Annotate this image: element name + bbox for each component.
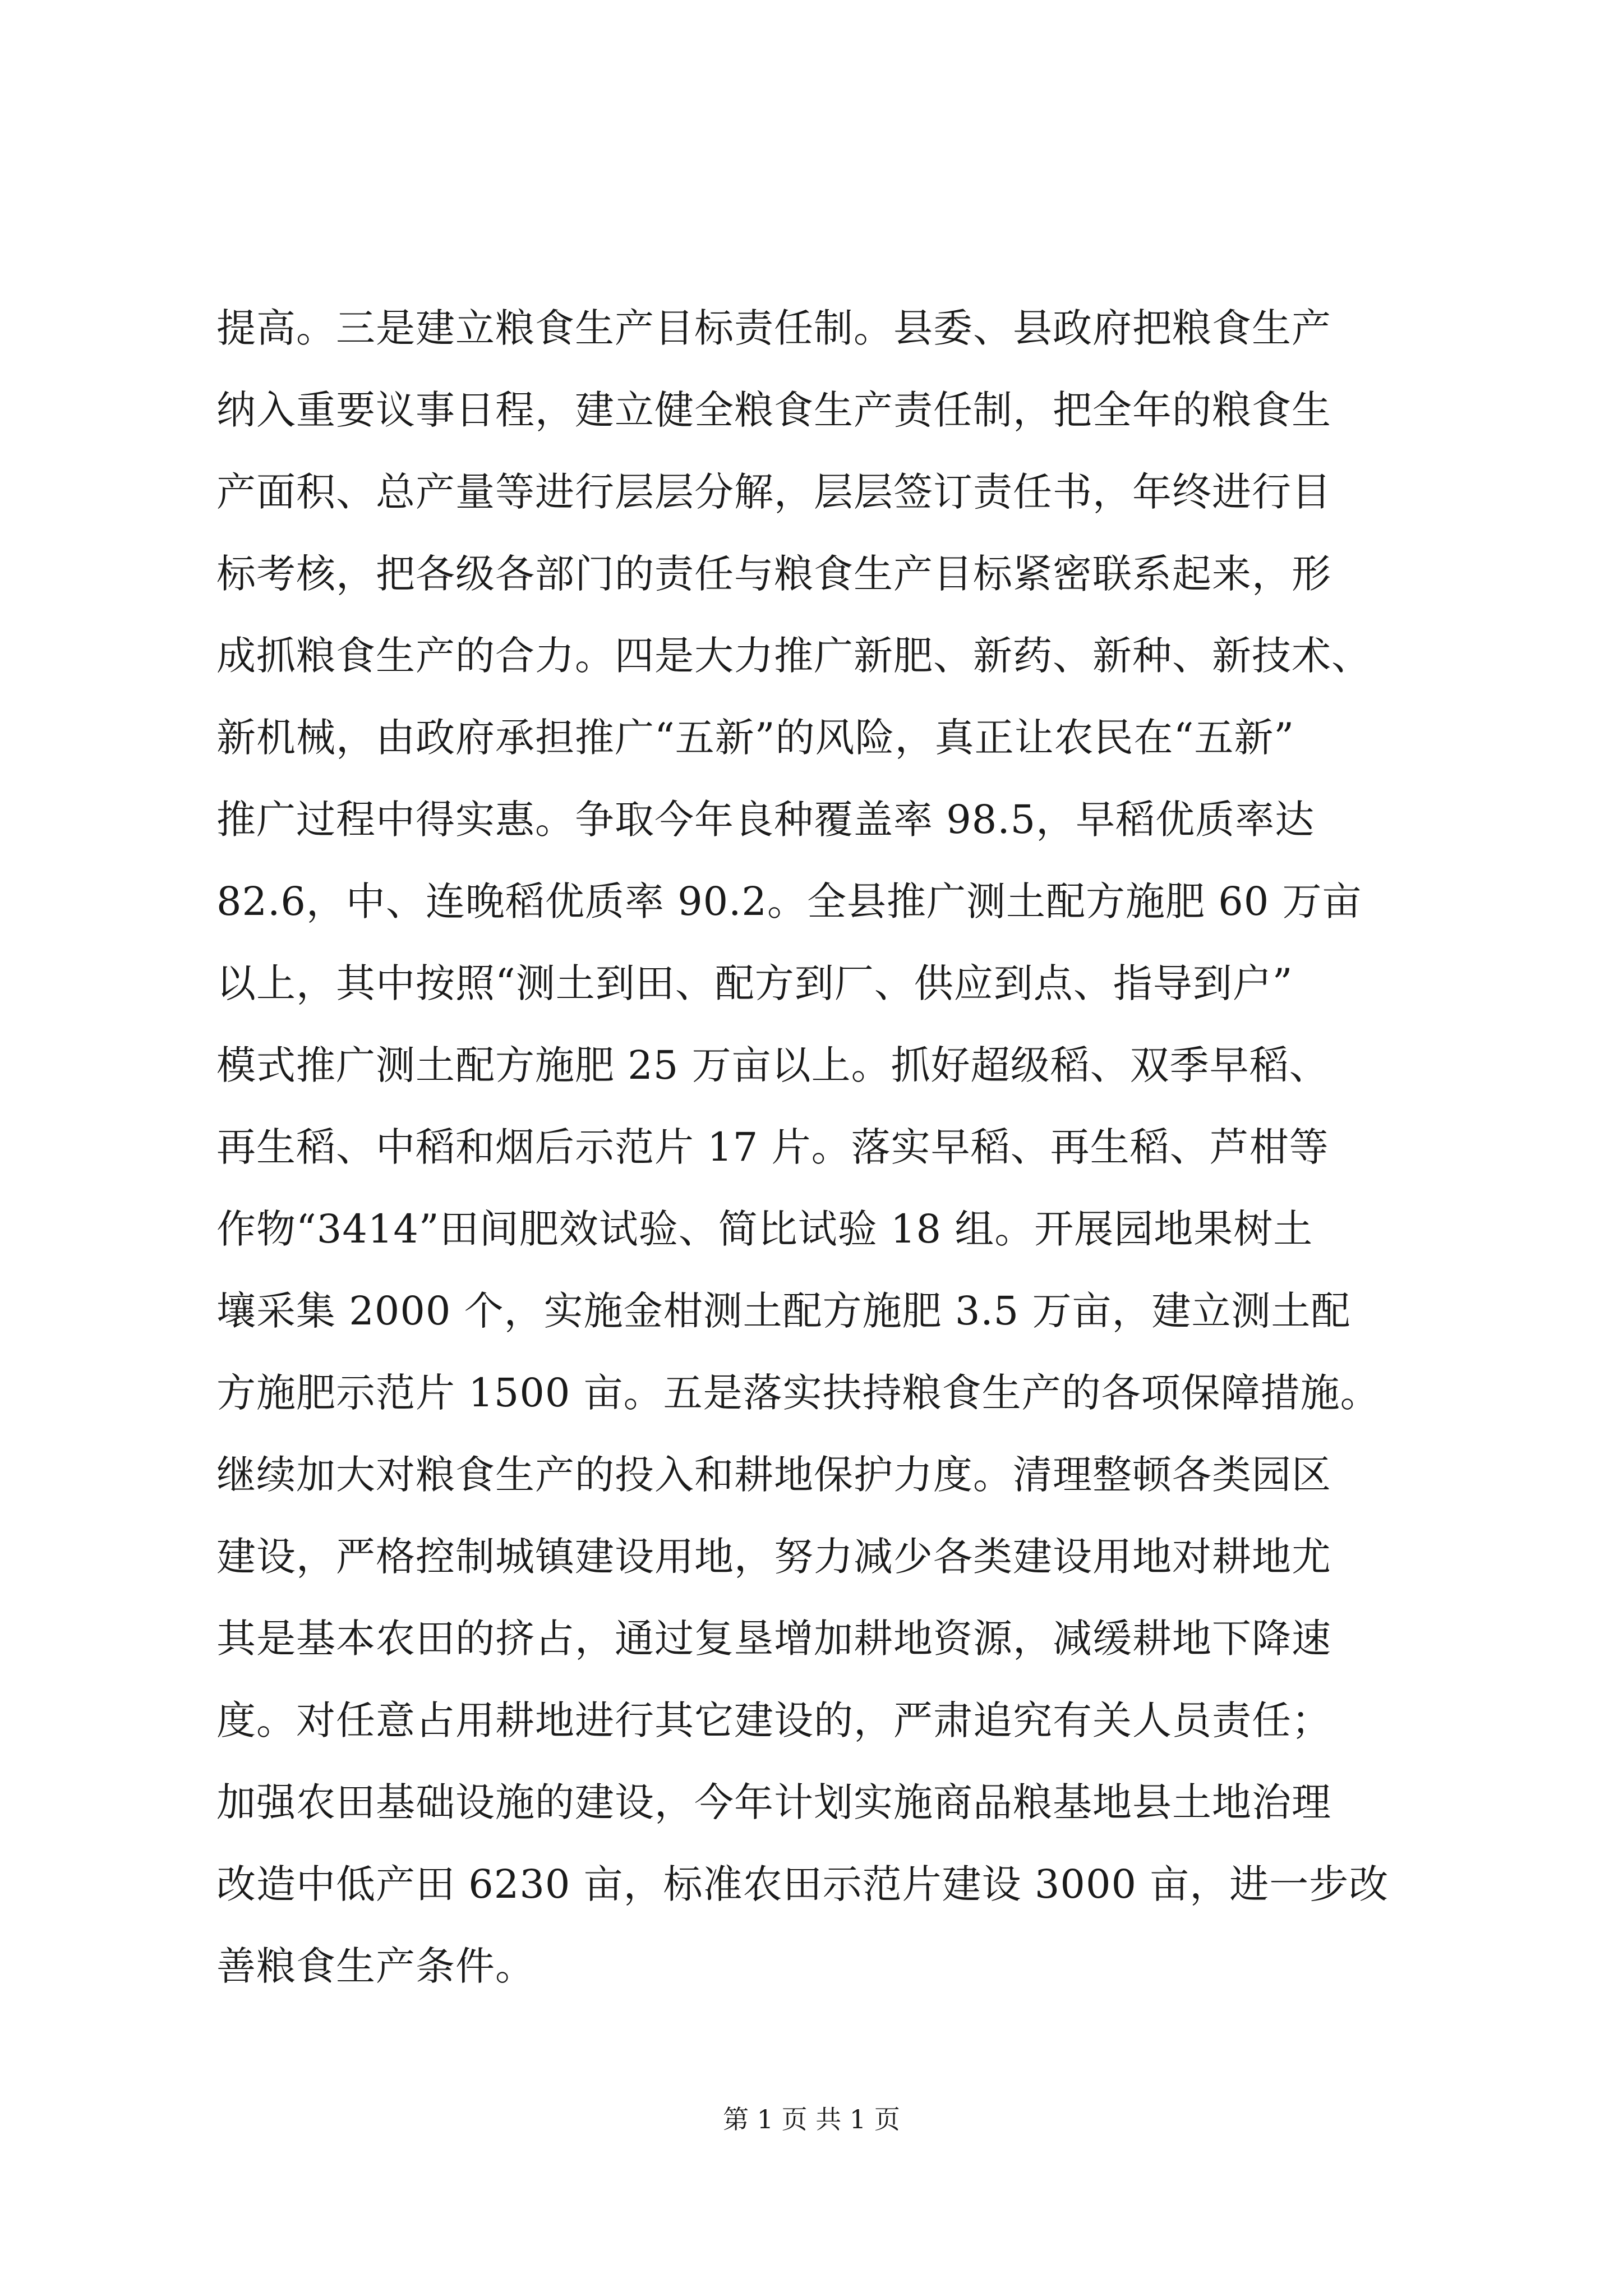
text-line: 产面积、总产量等进行层层分解，层层签订责任书，年终进行目 [216, 469, 1331, 515]
text-line: 提高。三是建立粮食生产目标责任制。县委、县政府把粮食生产 [216, 305, 1331, 351]
text-line: 作物“3414”田间肥效试验、简比试验 18 组。开展园地果树土 [216, 1206, 1313, 1252]
text-line: 度。对任意占用耕地进行其它建设的，严肃追究有关人员责任； [216, 1697, 1331, 1743]
text-line: 以上，其中按照“测土到田、配方到厂、供应到点、指导到户” [216, 960, 1293, 1006]
text-line: 继续加大对粮食生产的投入和耕地保护力度。清理整顿各类园区 [216, 1452, 1331, 1498]
text-line: 成抓粮食生产的合力。四是大力推广新肥、新药、新种、新技术、 [216, 633, 1371, 679]
body-paragraph [216, 287, 1411, 2007]
text-line: 方施肥示范片 1500 亩。五是落实扶持粮食生产的各项保障措施。 [216, 1370, 1380, 1416]
text-line: 纳入重要议事日程，建立健全粮食生产责任制，把全年的粮食生 [216, 387, 1331, 433]
page-number-footer: 第 1 页 共 1 页 [723, 2104, 900, 2134]
text-line: 其是基本农田的挤占，通过复垦增加耕地资源，减缓耕地下降速 [216, 1616, 1331, 1662]
text-line: 模式推广测土配方施肥 25 万亩以上。抓好超级稻、双季早稻、 [216, 1042, 1329, 1088]
text-line: 新机械，由政府承担推广“五新”的风险，真正让农民在“五新” [216, 715, 1295, 761]
text-line: 壤采集 2000 个，实施金柑测土配方施肥 3.5 万亩，建立测土配 [216, 1288, 1351, 1334]
text-line: 加强农田基础设施的建设，今年计划实施商品粮基地县土地治理 [216, 1779, 1331, 1825]
text-line: 推广过程中得实惠。争取今年良种覆盖率 98.5，早稻优质率达 [216, 797, 1315, 843]
text-line: 建设，严格控制城镇建设用地，努力减少各类建设用地对耕地尤 [216, 1534, 1331, 1580]
text-line: 善粮食生产条件。 [216, 1943, 535, 1989]
text-line: 标考核，把各级各部门的责任与粮食生产目标紧密联系起来，形 [216, 551, 1331, 597]
text-line: 再生稻、中稻和烟后示范片 17 片。落实早稻、再生稻、芦柑等 [216, 1124, 1329, 1170]
text-line: 改造中低产田 6230 亩，标准农田示范片建设 3000 亩，进一步改 [216, 1861, 1389, 1907]
text-line: 82.6，中、连晚稻优质率 90.2。全县推广测土配方施肥 60 万亩 [216, 878, 1362, 924]
